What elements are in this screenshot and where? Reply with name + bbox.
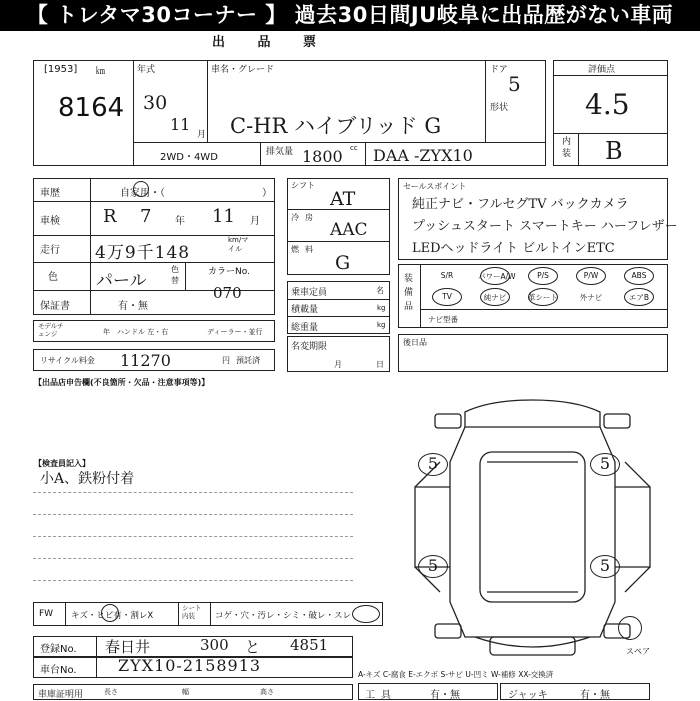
weight-unit: kg [377,321,386,329]
equipment-row1-item: P/S [537,271,549,280]
shift-value: AT [330,188,356,210]
month-value: 11 [170,115,191,134]
inspection-year: 7 [140,206,152,227]
sales-point-line-2: プッシュスタート スマートキー ハーフレザー [412,219,678,234]
color-change-label: 色替 [171,265,179,285]
dealer-options: ディーラー・並行 [207,328,263,336]
equipment-row1-item: P/W [583,271,599,280]
fuel-label: 燃料 [291,245,319,254]
warranty-label: 保証書 [40,301,70,312]
color-value: パール [96,271,147,291]
color-label: 色 [48,272,58,283]
inspector-label: 【検査員記入】 [34,459,90,468]
equipment-check-circle [480,288,510,306]
fw-label: FW [39,609,54,619]
car-name: C-HR ハイブリッド G [230,114,442,138]
recycle-unit: 円 [222,356,230,365]
month-unit: 月 [197,130,207,140]
sales-point-label: セールスポイント [403,182,467,191]
model-code: DAA -ZYX10 [373,146,473,165]
recycle-label: リサイクル料金 [40,356,95,365]
score-label: 評価点 [588,65,616,75]
tools-label: 工具 [365,690,397,701]
name-label: 車名・グレード [211,65,275,75]
aircon-value: AAC [330,220,368,240]
spare-label: スペア [626,647,650,656]
equipment-row2-item: エアB [628,293,650,302]
inspector-note: 小A、鉄粉付着 [40,471,135,487]
drive-label: 2WD・4WD [160,152,218,163]
load-unit: kg [377,304,386,312]
registration-place: 春日井 [105,638,151,656]
mileage-unit: km/マイル [228,236,249,253]
tire-front-right: 5 [590,453,620,476]
equipment-check-circle [528,267,558,285]
lot-number: 8164 [58,93,125,123]
equipment-row2-item: 革シート [528,293,558,302]
equipment-row2-item: 外ナビ [579,293,603,302]
sales-point-line-3: LEDヘッドライト ビルトインETC [412,241,615,256]
interior-label: 内装 [562,137,572,159]
jack-label: ジャッキ [508,690,548,701]
registration-label: 登録No. [40,644,77,655]
equipment-check-circle [432,288,462,306]
fw-options: キズ・ヒビ有・割レX [71,611,154,621]
cert-width: 幅 [182,688,189,696]
capacity-label: 乗車定員 [291,288,328,298]
mileage-label: 走行 [40,245,60,256]
history-circle [133,181,149,197]
color-code-value: 070 [213,284,242,302]
equipment-row1-item: パワーA/W [478,272,516,281]
shift-label: シフト [291,181,315,190]
equipment-check-circle [624,267,654,285]
page-banner: 【 トレタマ30コーナー 】 過去30日間JU岐阜に出品歴がない車両 [0,0,700,31]
weight-label: 総重量 [291,323,319,333]
inspection-label: 車検 [40,216,60,227]
equipment-check-circle [576,267,606,285]
sales-point-line-1: 純正ナビ・フルセグTV バックカメラ [412,197,629,212]
fw-circle-1 [101,604,119,622]
spare-circle [618,616,642,640]
lot-unit: ㎞ [96,67,106,77]
history-close: ） [262,188,272,199]
after-install-box [398,334,668,372]
inspection-month: 11 [212,206,235,227]
cert-length: 長さ [104,688,118,696]
door-value: 5 [508,72,521,96]
tire-rear-left: 5 [418,555,448,578]
registration-class: 300 [200,636,229,654]
year-value: 30 [143,92,168,114]
fuel-value: G [335,252,351,274]
lot-small-label: [1953] [44,64,78,75]
handle-options: ハンドル 左・右 [117,328,169,336]
navi-model-label: ナビ型番 [428,315,458,324]
aircon-label: 冷房 [291,213,319,222]
inspection-month-unit: 月 [250,216,260,227]
displacement-label: 排気量 [266,147,294,157]
chassis-value: ZYX10-2158913 [118,656,262,675]
seller-notes-label: 【出品店申告欄(不良箇所・欠品・注意事項等)】 [34,378,210,387]
seat-label: シート内装 [182,604,202,620]
interior-value: B [605,137,623,165]
jack-value: 有・無 [580,690,610,701]
seat-options: コゲ・穴・汚レ・シミ・破レ・スレ [215,611,352,621]
inspection-year-unit: 年 [175,216,185,227]
history-value: 自家用・（ [120,188,165,199]
equipment-label: 装備品 [404,274,414,312]
model-change-year-unit: 年 [103,328,110,336]
model-change-label: モデルチェンジ [38,322,64,338]
certificate-label: 車庫証明用 [38,690,84,700]
reg-change-month: 月 [334,360,342,369]
seat-circle [352,605,380,623]
after-install-label: 後日品 [403,338,427,347]
sheet-title: 出 品 票 [212,35,331,50]
equipment-check-circle [478,267,516,285]
recycle-value: 11270 [120,351,171,370]
tools-value: 有・無 [430,690,460,701]
equipment-check-circle [624,288,654,306]
score-value: 4.5 [585,88,630,121]
load-label: 積載量 [291,305,319,315]
tire-rear-right: 5 [590,555,620,578]
mileage-value: 4万9千148 [95,243,191,263]
registration-kana: と [245,638,261,656]
recycle-status: 預託済 [236,356,260,365]
color-code-label: カラーNo. [208,267,250,277]
history-label: 車歴 [40,188,60,199]
door-label: ドア [490,65,508,75]
tire-front-left: 5 [418,453,448,476]
damage-legend: A-キズ C-腐食 E-エクボ S-サビ U-凹ミ W-補修 XX-交換済 [358,670,554,679]
equipment-row2-item: 純ナビ [483,293,507,302]
capacity-unit: 名 [376,286,384,295]
reg-change-day: 日 [376,360,384,369]
inspection-era: R [103,206,117,227]
equipment-row1-item: ABS [631,271,647,280]
year-label: 年式 [137,65,156,75]
reg-change-label: 名変期限 [291,342,328,352]
displacement-value: 1800 [302,147,343,166]
cert-height: 高さ [260,688,274,696]
registration-number: 4851 [290,636,329,654]
warranty-value: 有・無 [118,301,148,312]
equipment-check-circle [528,288,558,306]
chassis-label: 車台No. [40,665,77,676]
displacement-unit: cc [350,144,358,152]
shape-label: 形状 [490,103,509,113]
equipment-row1-item: S/R [440,271,454,280]
equipment-row2-item: TV [442,292,452,301]
